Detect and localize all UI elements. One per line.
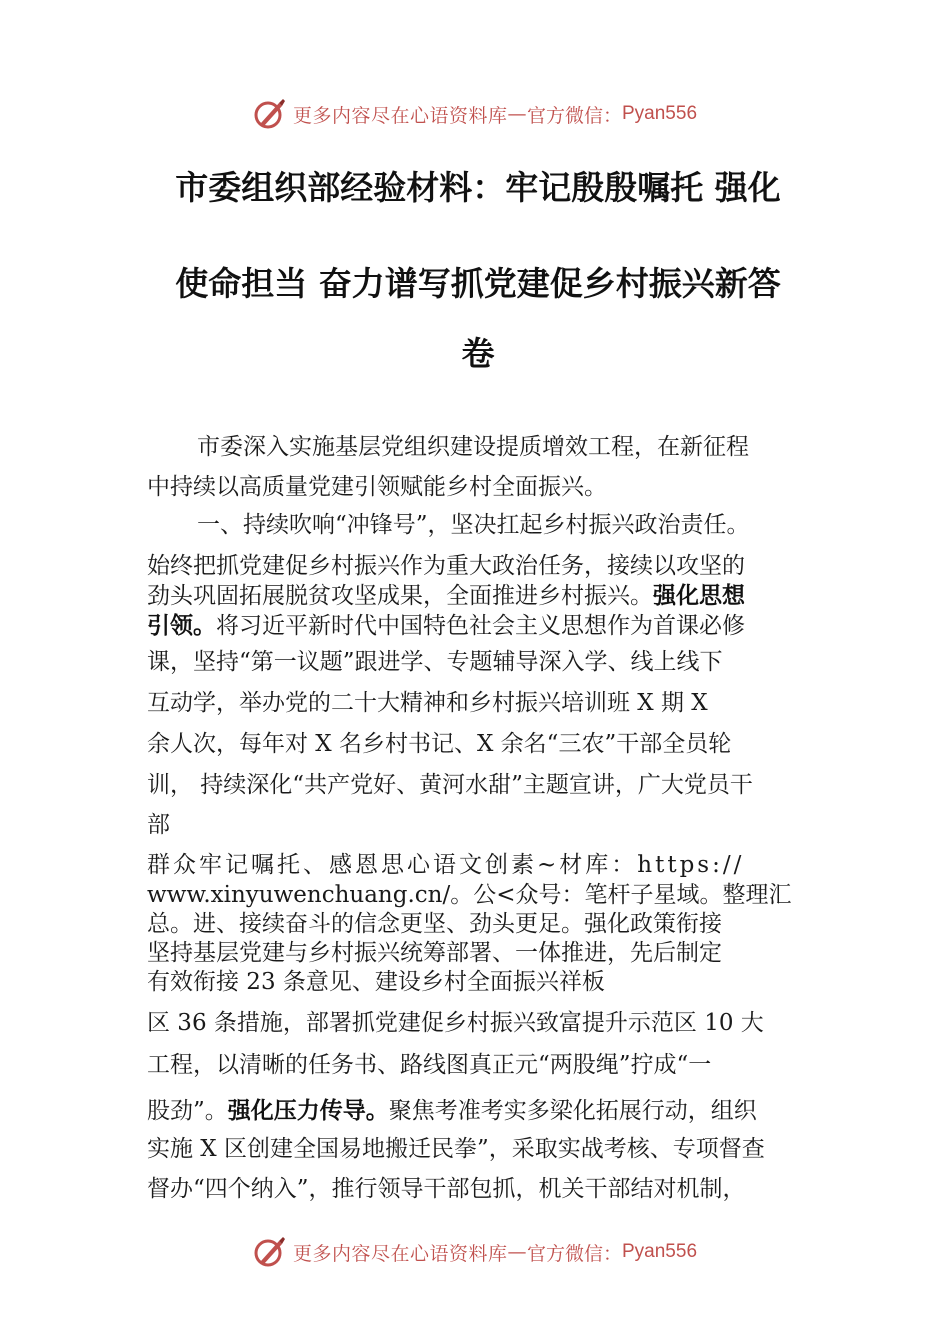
paragraph-1-line-2-text: 劲头巩固拓展脱贫攻坚成果，全面推进乡村振兴。 — [147, 583, 653, 609]
paragraph-1-line-3-text: 将习近平新时代中国特色社会主义思想作为首课必修 — [216, 613, 745, 639]
emphasis-strengthen-thought: 强化思想 — [653, 583, 745, 609]
section-1-heading: 一、持续吹响“冲锋号”，坚决扛起乡村振兴政治责任。 — [197, 512, 750, 538]
header-watermark — [0, 94, 950, 134]
paragraph-3-line-5: 督办“四个纳入”，推行领导干部包抓，机关干部结对机制， — [147, 1176, 746, 1202]
title-line-3: 卷 — [461, 334, 495, 373]
watermark-wechat-label: 官方微信： — [526, 104, 622, 127]
paragraph-1-line-3 — [147, 611, 745, 641]
paragraph-3-line-3-text-a: 股劲”。 — [147, 1098, 228, 1124]
paragraph-3-line-3-text-b: 聚焦考准考实多梁化拓展行动，组织 — [388, 1098, 757, 1124]
paragraph-2-line-4: 坚持基层党建与乡村振兴统筹部署、一体推进，先后制定 — [147, 940, 722, 966]
watermark-separator: — — [507, 1241, 527, 1263]
paragraph-1-line-2 — [147, 581, 745, 611]
paragraph-3-line-3 — [147, 1096, 757, 1126]
intro-line-1: 市委深入实施基层党组织建设提质增效工程，在新征程 — [197, 434, 749, 460]
paragraph-1-line-1: 始终把抓党建促乡村振兴作为重大政治任务，接续以攻坚的 — [147, 553, 745, 579]
paragraph-1-line-7: 训， 持续深化“共产党好、黄河水甜”主题宣讲，广大党员干 — [147, 772, 753, 798]
pen-logo-icon — [253, 1235, 287, 1269]
watermark-text: 更多内容尽在心语资料库 — [292, 1242, 508, 1265]
watermark-separator: — — [507, 103, 527, 125]
pen-logo-icon — [253, 97, 287, 131]
paragraph-1-line-4: 课，坚持“第一议题”跟进学、专题辅导深入学、线上线下 — [147, 649, 723, 675]
emphasis-pressure-transmission: 强化压力传导。 — [227, 1098, 389, 1124]
watermark-wechat-label: 官方微信： — [526, 1242, 622, 1265]
paragraph-2-line-3: 总。进、接续奋斗的信念更坚、劲头更足。强化政策衔接 — [147, 911, 722, 937]
intro-line-2: 中持续以高质量党建引领赋能乡村全面振兴。 — [147, 474, 607, 500]
emphasis-guidance: 引领。 — [147, 613, 216, 639]
paragraph-3-line-2: 工程，以清晰的任务书、路线图真正元“两股绳”拧成“一 — [147, 1052, 712, 1078]
watermark-text: 更多内容尽在心语资料库 — [292, 104, 508, 127]
paragraph-2-line-5: 有效衔接 23 条意见、建设乡村全面振兴祥板 — [147, 969, 605, 995]
watermark-wechat-id: Pyan556 — [622, 103, 698, 124]
title-line-2: 使命担当 奋力谱写抓党建促乡村振兴新答 — [175, 264, 781, 303]
paragraph-3-line-4: 实施 X 区创建全国易地搬迁民拳”，采取实战考核、专项督查 — [147, 1136, 765, 1162]
paragraph-2-line-2: www.xinyuwenchuang.cn/。公<众号：笔杆子星域。整理汇 — [147, 882, 792, 908]
watermark-wechat-id: Pyan556 — [622, 1241, 698, 1262]
paragraph-2-line-1: 群众牢记嘱托、感恩思心语文创素~材库：https:// — [147, 852, 745, 878]
title-line-1: 市委组织部经验材料：牢记殷殷嘱托 强化 — [175, 168, 781, 207]
paragraph-3-line-1: 区 36 条措施，部署抓党建促乡村振兴致富提升示范区 10 大 — [147, 1010, 764, 1036]
paragraph-1-line-8: 部 — [147, 812, 170, 838]
footer-watermark — [0, 1232, 950, 1272]
paragraph-1-line-5: 互动学，举办党的二十大精神和乡村振兴培训班 X 期 X — [147, 690, 708, 716]
paragraph-1-line-6: 余人次，每年对 X 名乡村书记、X 余名“三农”干部全员轮 — [147, 731, 732, 757]
